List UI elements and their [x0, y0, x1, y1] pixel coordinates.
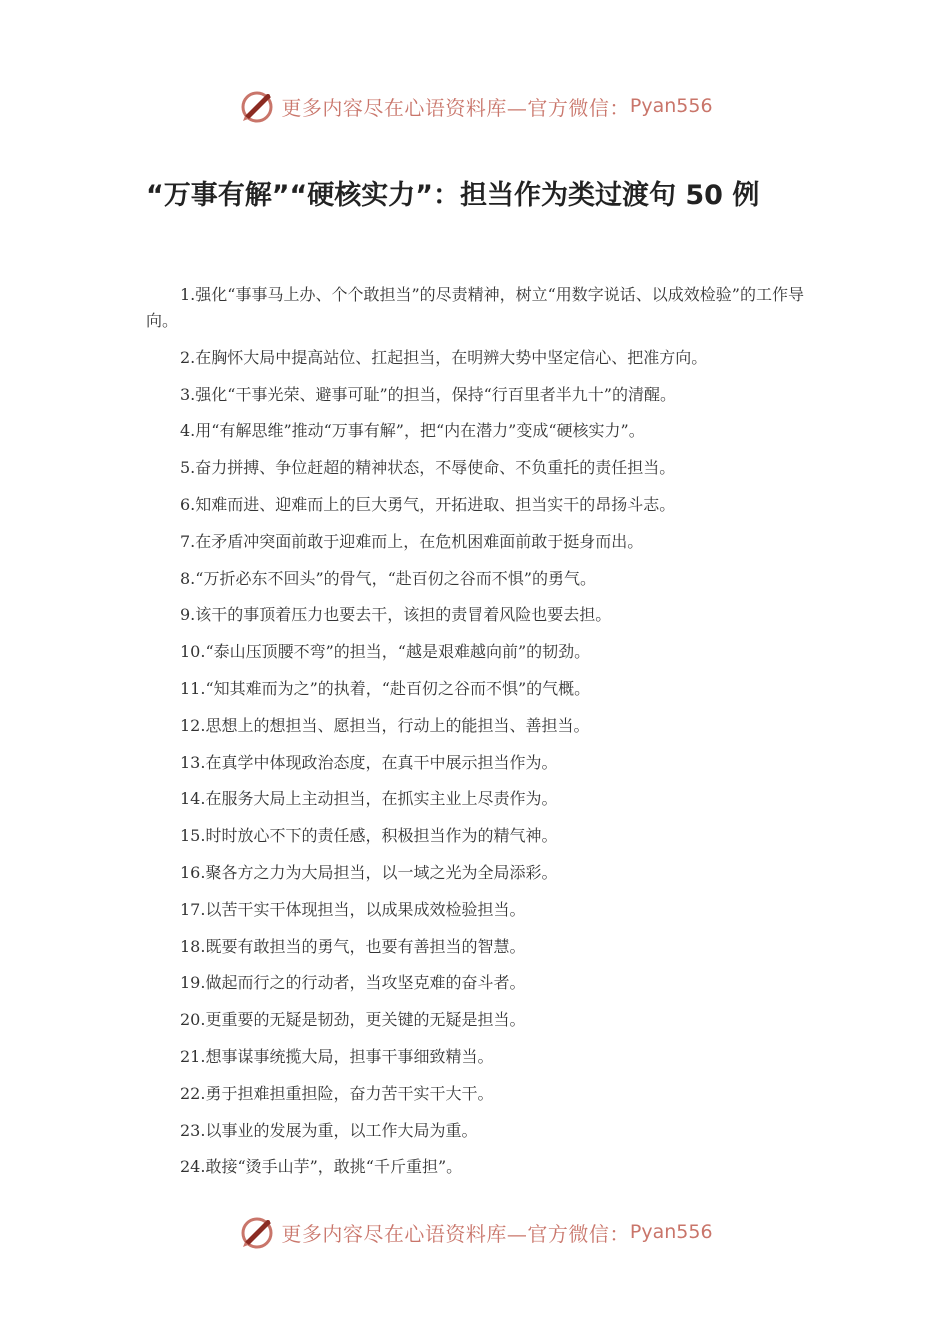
header-watermark-banner [0, 84, 950, 128]
list-item: 19.做起而行之的行动者，当攻坚克难的奋斗者。 [180, 973, 526, 993]
list-item: 15.时时放心不下的责任感，积极担当作为的精气神。 [180, 826, 558, 846]
list-item: 11.“知其难而为之”的执着，“赴百仞之谷而不惧”的气概。 [180, 678, 591, 698]
list-item: 24.敢接“烫手山芋”，敢挑“千斤重担”。 [180, 1157, 463, 1177]
list-item: 7.在矛盾冲突面前敢于迎难而上，在危机困难面前敢于挺身而出。 [180, 531, 644, 551]
banner-text: 更多内容尽在心语资料库—官方微信： [281, 1221, 630, 1246]
pen-logo-icon [237, 86, 277, 126]
list-item: 12.思想上的想担当、愿担当，行动上的能担当、善担当。 [180, 715, 590, 735]
list-item: 2.在胸怀大局中提高站位、扛起担当，在明辨大势中坚定信心、把准方向。 [180, 347, 708, 367]
list-item: 18.既要有敢担当的勇气，也要有善担当的智慧。 [180, 936, 526, 956]
list-item: 21.想事谋事统揽大局，担事干事细致精当。 [180, 1046, 494, 1066]
banner-text: 更多内容尽在心语资料库—官方微信： [281, 95, 630, 120]
list-item: 20.更重要的无疑是韧劲，更关键的无疑是担当。 [180, 1010, 526, 1030]
list-item: 3.强化“干事光荣、避事可耻”的担当，保持“行百里者半九十”的清醒。 [180, 384, 676, 404]
list-item: 10.“泰山压顶腰不弯”的担当，“越是艰难越向前”的韧劲。 [180, 642, 591, 662]
banner-wechat-id: Pyan556 [629, 1221, 713, 1243]
list-item: 22.勇于担难担重担险，奋力苦干实干大干。 [180, 1083, 494, 1103]
list-item: 4.用“有解思维”推动“万事有解”，把“内在潜力”变成“硬核实力”。 [180, 421, 645, 441]
banner-wechat-id: Pyan556 [629, 95, 713, 117]
list-item: 16.聚各方之力为大局担当，以一域之光为全局添彩。 [180, 862, 558, 882]
list-item: 1.强化“事事马上办、个个敢担当”的尽责精神，树立“用数字说话、以成效检验”的工作导向。 [146, 285, 804, 330]
list-item: 13.在真学中体现政治态度，在真干中展示担当作为。 [180, 752, 558, 772]
document-title: “万事有解”“硬核实力”：担当作为类过渡句 50 例 [146, 180, 760, 211]
footer-watermark-banner [0, 1210, 950, 1254]
document-body [146, 282, 810, 1191]
pen-logo-icon [237, 1212, 277, 1252]
list-item: 5.奋力拼搏、争位赶超的精神状态，不辱使命、不负重托的责任担当。 [180, 458, 676, 478]
list-item: 14.在服务大局上主动担当，在抓实主业上尽责作为。 [180, 789, 558, 809]
list-item: 9.该干的事顶着压力也要去干，该担的责冒着风险也要去担。 [180, 605, 612, 625]
list-item: 23.以事业的发展为重，以工作大局为重。 [180, 1120, 478, 1140]
list-item: 8.“万折必东不回头”的骨气，“赴百仞之谷而不惧”的勇气。 [180, 568, 596, 588]
list-item: 17.以苦干实干体现担当，以成果成效检验担当。 [180, 899, 526, 919]
list-item: 6.知难而进、迎难而上的巨大勇气，开拓进取、担当实干的昂扬斗志。 [180, 494, 676, 514]
